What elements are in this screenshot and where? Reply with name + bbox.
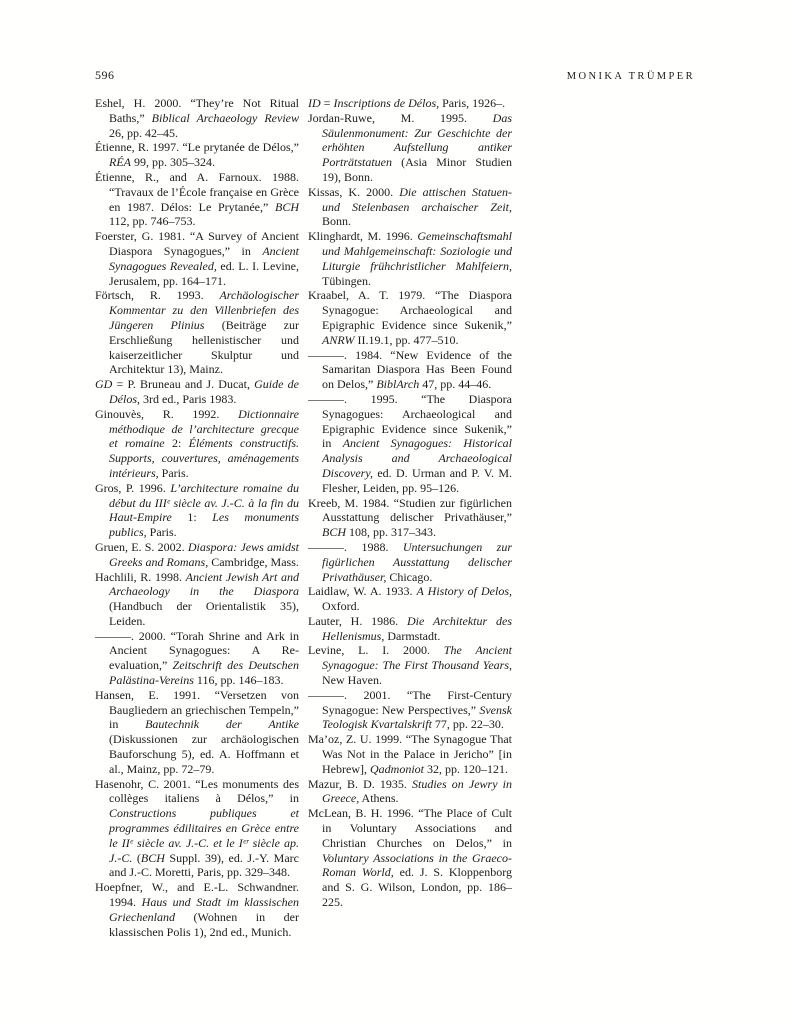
bibliography-entry	[308, 496, 512, 540]
bibliography-entry	[95, 880, 299, 939]
entry-text: =	[320, 96, 334, 110]
entry-text: Hasenohr, C. 2001. “Les monuments des collèges italiens à Délos,” in	[95, 776, 299, 806]
entry-text: Étienne, R. 1997. “Le prytanée de Délos,”	[95, 140, 299, 155]
entry-text: (Diskussionen zur archäologischen Bauforschung 5), ed. A. Hoffmann et al., Mainz, pp. 72–79.	[109, 732, 299, 776]
entry-italic-text: Constructions publiques et programmes édilitaires en Grèce entre le IIᵉ siècle av. J.-C. et le Iᵉʳ siècle ap. J.-C.	[109, 806, 299, 865]
bibliography-entry	[308, 96, 512, 111]
entry-italic-text: Qadmoniot	[369, 761, 424, 776]
entry-italic-text: Haus und Stadt im klassischen Griechenland	[109, 895, 299, 924]
entry-italic-text: Ancient Synagogues: Historical Analysis and Archaeological Discovery,	[322, 436, 513, 480]
entry-text: 99, pp. 305–324.	[131, 155, 215, 170]
entry-italic-text: Guide de Délos,	[109, 377, 299, 406]
entry-text: 112, pp. 746–753.	[109, 214, 196, 229]
entry-text: ———. 1984. “New Evidence of the Samaritan Diaspora Has Been Found on Delos,”	[308, 347, 512, 392]
entry-text: 3rd ed., Paris 1983.	[140, 391, 237, 406]
entry-italic-text: ANRW	[322, 332, 355, 347]
entry-text: ———. 2001. “The First-Century Synagogue: New Perspectives,”	[308, 687, 512, 717]
running-head-author: MONIKA TRÜMPER	[566, 71, 695, 82]
entry-text: (Wohnen in der klassischen Polis 1), 2nd ed., Munich.	[109, 909, 299, 939]
entry-italic-text: Éléments constructifs. Supports, couvertures, aménagements intérieurs,	[109, 436, 299, 480]
bibliography-entry	[308, 540, 512, 584]
bibliography-entry	[308, 688, 512, 732]
entry-text: Klinghardt, M. 1996.	[308, 229, 418, 244]
bibliography-entry	[308, 392, 512, 496]
entry-text: Paris.	[158, 465, 189, 480]
entry-text: Suppl. 39), ed. J.-Y. Marc and J.-C. Moretti, Paris, pp. 329–348.	[109, 850, 300, 880]
bibliography-entry	[308, 777, 512, 807]
entry-italic-text: GD	[95, 377, 113, 392]
entry-text: ed. L. I. Levine, Jerusalem, pp. 164–171.	[109, 258, 299, 288]
entry-text: Kissas, K. 2000.	[308, 184, 400, 199]
entry-text: ———. 1995. “The Diaspora Synagogues: Archaeological and Epigraphic Evidence since Sukenik,” in	[308, 391, 512, 451]
bibliography-entry	[95, 777, 299, 881]
entry-text: Jordan-Ruwe, M. 1995.	[308, 110, 493, 125]
bibliography-entry	[308, 584, 512, 614]
bibliography-entry	[95, 570, 299, 629]
entry-italic-text: Untersuchungen zur figürlichen Ausstattung delischer Privathäuser,	[322, 539, 512, 584]
entry-text: Lauter, H. 1986.	[308, 613, 408, 628]
entry-italic-text: Dictionnaire méthodique de l’architecture grecque et romaine	[109, 406, 299, 451]
entry-text: Eshel, H. 2000. “They’re Not Ritual Baths,”	[95, 96, 299, 125]
bibliography-entry	[95, 229, 299, 288]
entry-italic-text: Inscriptions de Délos,	[333, 96, 440, 110]
entry-text: Ginouvès, R. 1992.	[95, 406, 239, 421]
entry-text: Gros, P. 1996.	[95, 480, 171, 495]
column-right	[308, 96, 512, 939]
entry-text: McLean, B. H. 1996. “The Place of Cult in Voluntary Associations and Christian Churches on Delos,” in	[308, 806, 512, 850]
entry-italic-text: Archäologischer Kommentar zu den Villenbriefen des Jüngeren Plinius	[109, 288, 299, 332]
entry-text: Levine, L. I. 2000.	[308, 643, 444, 658]
entry-text: ———. 2000. “Torah Shrine and Ark in Ancient Synagogues: A Re-evaluation,”	[95, 628, 299, 673]
entry-italic-text: Bautechnik der Antike	[145, 717, 299, 732]
entry-italic-text: Les monuments publics,	[109, 510, 299, 540]
entry-text: II.19.1, pp. 477–510.	[354, 332, 459, 347]
running-header	[95, 68, 695, 83]
entry-text: = P. Bruneau and J. Ducat,	[112, 377, 255, 392]
entry-italic-text: Ancient Jewish Art and Archaeology in the Diaspora	[109, 569, 299, 599]
entry-text: (	[132, 850, 141, 865]
entry-text: Paris, 1926–.	[439, 96, 506, 110]
entry-text: Bonn.	[322, 214, 352, 229]
entry-text: Darmstadt.	[384, 628, 441, 643]
entry-italic-text: Studies on Jewry in Greece,	[322, 776, 512, 806]
entry-text: Kreeb, M. 1984. “Studien zur figürlichen Ausstattung delischer Privathäuser,”	[308, 495, 512, 525]
bibliography-entry	[95, 407, 299, 481]
entry-italic-text: A History of Delos,	[416, 584, 512, 599]
entry-italic-text: The Ancient Synagogue: The First Thousand Years,	[322, 643, 512, 673]
entry-italic-text: Zeitschrift des Deutschen Palästina-Vereins	[109, 658, 299, 688]
entry-italic-text: RÉA	[109, 155, 131, 170]
entry-italic-text: L’architecture romaine du début du IIIᵉ siècle av. J.-C. à la fin du Haut-Empire	[109, 480, 300, 525]
bibliography-entry	[308, 111, 512, 185]
entry-text: 108, pp. 317–343.	[346, 525, 436, 540]
entry-text: ed. J. S. Kloppenborg and S. G. Wilson, London, pp. 186–225.	[322, 865, 512, 910]
page-number: 596	[95, 68, 115, 82]
bibliography-entry	[95, 540, 299, 570]
entry-text: Hoepfner, W., and E.-L. Schwandner. 1994.	[95, 880, 299, 910]
bibliography-entry	[308, 732, 512, 776]
entry-text: Gruen, E. S. 2002.	[95, 539, 188, 554]
bibliography	[95, 96, 512, 939]
entry-text: Tübingen.	[322, 273, 371, 288]
entry-text: New Haven.	[322, 673, 382, 688]
entry-text: ed. D. Urman and P. V. M. Flesher, Leiden, pp. 95–126.	[322, 465, 512, 495]
entry-text: 2:	[164, 436, 189, 451]
entry-text: Chicago.	[386, 569, 433, 584]
entry-italic-text: Das Säulenmonument: Zur Geschichte der erhöhten Aufstellung antiker Porträtstatuen	[322, 110, 512, 170]
entry-text: 47, pp. 44–46.	[419, 377, 492, 392]
entry-text: Ma’oz, Z. U. 1999. “The Synagogue That Was Not in the Palace in Jericho” [in Hebrew],	[308, 732, 512, 776]
entry-italic-text: BiblArch	[376, 377, 420, 392]
bibliography-entry	[95, 288, 299, 377]
bibliography-entry	[308, 806, 512, 910]
entry-text: 77, pp. 22–30.	[431, 717, 504, 732]
entry-italic-text: BCH	[140, 850, 165, 865]
entry-italic-text: BCH	[275, 199, 299, 214]
entry-text: Oxford.	[322, 599, 360, 614]
entry-text: Étienne, R., and A. Farnoux. 1988. “Travaux de l’École française en Grèce en 1987. Délos: Le Prytanée,”	[95, 169, 299, 214]
entry-text: Cambridge, Mass.	[208, 554, 299, 569]
entry-italic-text: Die attischen Statuen- und Stelenbasen archaischer Zeit,	[322, 184, 512, 214]
bibliography-entry	[95, 170, 299, 229]
entry-italic-text: Ancient Synagogues Revealed,	[109, 243, 299, 273]
entry-italic-text: Voluntary Associations in the Graeco-Roman World,	[322, 850, 512, 880]
column-left	[95, 96, 299, 939]
entry-text: Mazur, B. D. 1935.	[308, 776, 412, 791]
entry-text: 26, pp. 42–45.	[109, 125, 178, 140]
entry-text: ———. 1988.	[308, 539, 403, 554]
bibliography-entry	[95, 629, 299, 688]
bibliography-entry	[308, 185, 512, 229]
bibliography-entry	[95, 140, 299, 170]
entry-text: Hansen, E. 1991. “Versetzen von Baugliedern an griechischen Tempeln,” in	[95, 687, 299, 732]
bibliography-entry	[95, 377, 299, 407]
bibliography-entry	[308, 288, 512, 347]
entry-italic-text: Svensk Teologisk Kvartalskrift	[322, 702, 512, 732]
entry-text: Kraabel, A. T. 1979. “The Diaspora Synagogue: Archaeological and Epigraphic Evidence since Sukenik,”	[308, 288, 512, 332]
entry-text: Förtsch, R. 1993.	[95, 288, 220, 303]
bibliography-entry	[308, 614, 512, 644]
entry-italic-text: Die Architektur des Hellenismus,	[322, 613, 513, 643]
entry-italic-text: ID	[308, 96, 321, 110]
entry-text: Paris.	[146, 525, 177, 540]
entry-text: 116, pp. 146–183.	[193, 673, 284, 688]
bibliography-entry	[95, 481, 299, 540]
bibliography-entry	[308, 229, 512, 288]
entry-text: Athens.	[359, 791, 399, 806]
bibliography-entry	[95, 96, 299, 140]
bibliography-entry	[308, 643, 512, 687]
entry-text: (Asia Minor Studien 19), Bonn.	[322, 155, 512, 184]
entry-text: Foerster, G. 1981. “A Survey of Ancient Diaspora Synagogues,” in	[95, 229, 299, 258]
entry-text: Laidlaw, W. A. 1933.	[308, 584, 417, 599]
entry-text: (Beiträge zur Erschließung hellenistischer und kaiserzeitlicher Skulptur und Architektur 13), Mainz.	[109, 317, 299, 377]
entry-text: 1:	[171, 510, 213, 525]
entry-text: (Handbuch der Orientalistik 35), Leiden.	[109, 599, 299, 628]
bibliography-entry	[308, 348, 512, 392]
entry-italic-text: Biblical Archaeology Review	[151, 110, 299, 125]
entry-italic-text: BCH	[322, 525, 346, 540]
entry-text: Hachlili, R. 1998.	[95, 569, 186, 584]
entry-text: 32, pp. 120–121.	[423, 761, 508, 776]
entry-italic-text: Diaspora: Jews amidst Greeks and Romans,	[109, 539, 299, 569]
entry-italic-text: Gemeinschaftsmahl und Mahlgemeinschaft: Soziologie und Liturgie frühchristlicher Mahlfeiern,	[322, 229, 512, 273]
bibliography-entry	[95, 688, 299, 777]
